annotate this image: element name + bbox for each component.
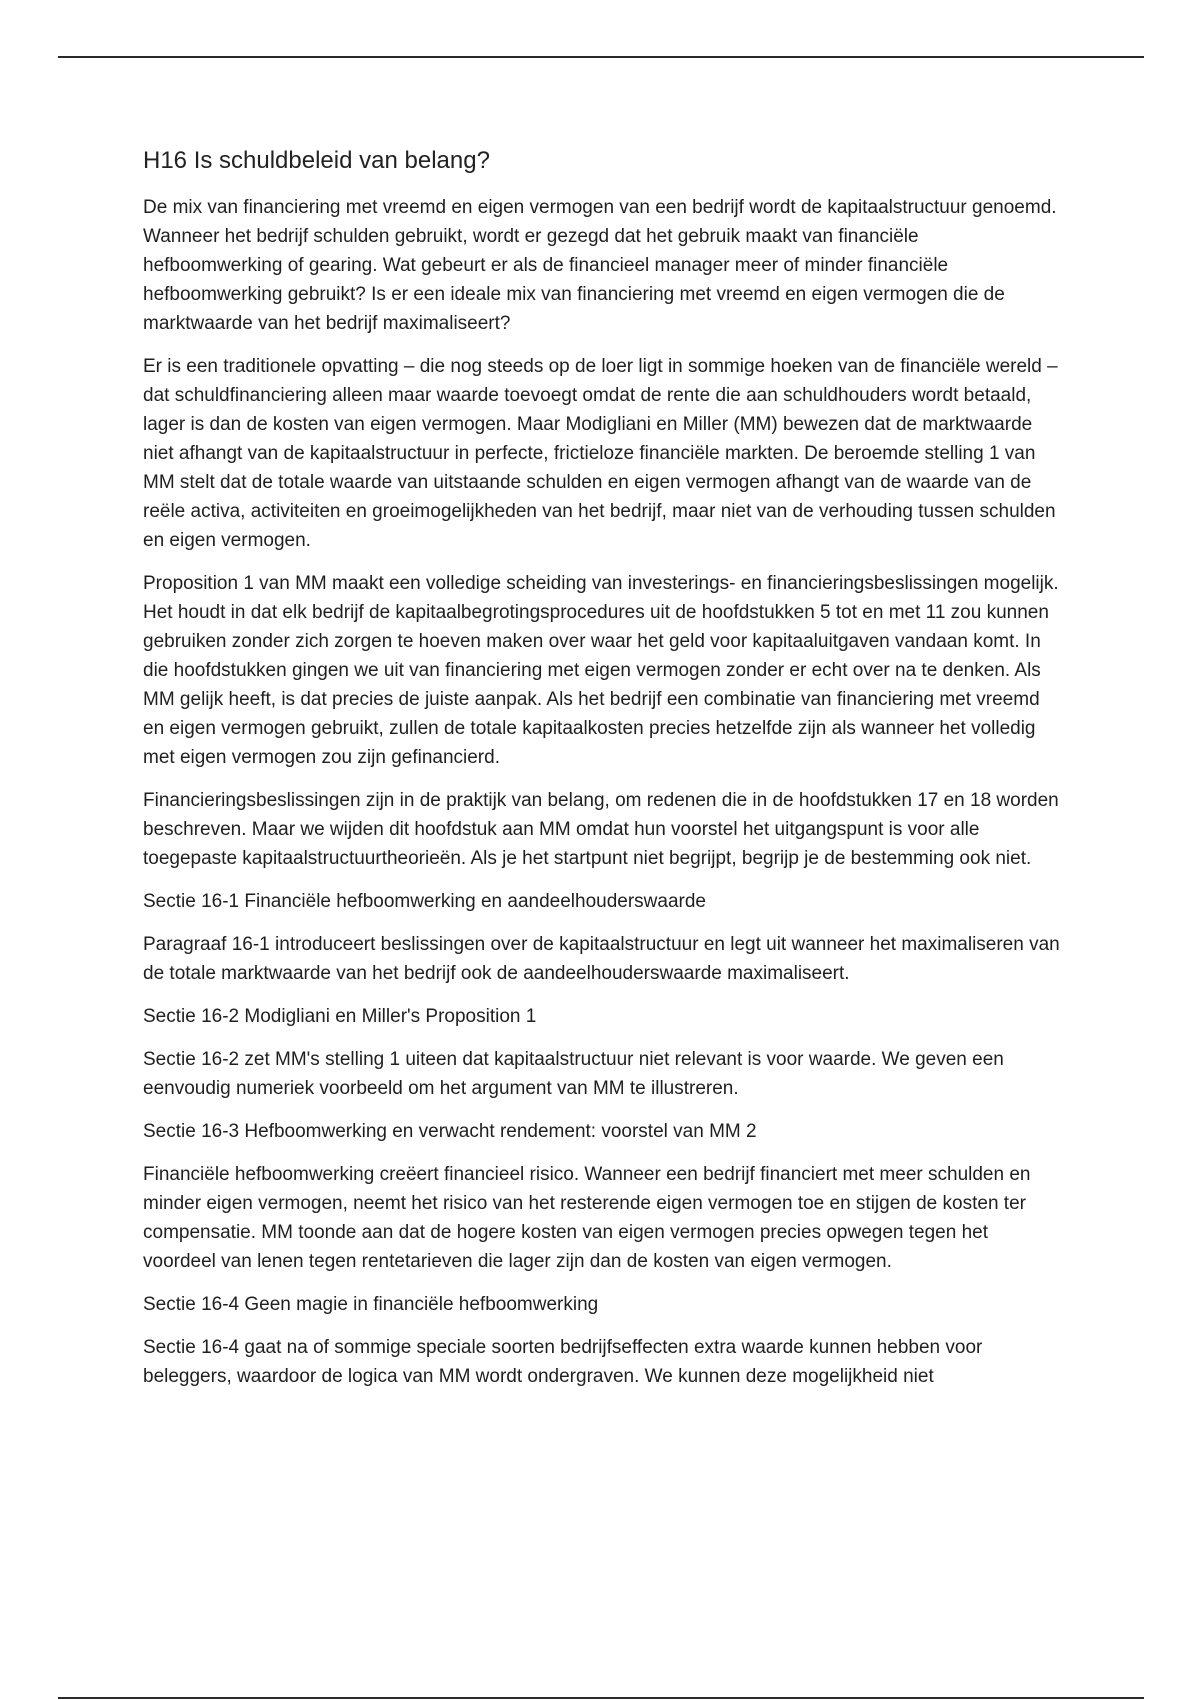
- section-body-16-3: Financiële hefboomwerking creëert financieel risico. Wanneer een bedrijf financiert met meer schulden en minder eigen vermogen, neemt het risico van het resterende eigen vermogen toe en stijgen de kosten ter compensatie. MM toonde aan dat de hogere kosten van eigen vermogen precies opwegen tegen het voordeel van lenen tegen rentetarieven die lager zijn dan de kosten van eigen vermogen.: [143, 1164, 1031, 1272]
- section-body-16-4: Sectie 16-4 gaat na of sommige speciale soorten bedrijfseffecten extra waarde kunnen hebben voor beleggers, waardoor de logica van MM wordt ondergraven. We kunnen deze mogelijkheid niet: [143, 1337, 983, 1387]
- page-content: [143, 146, 1063, 1405]
- intro-paragraph-4: Financieringsbeslissingen zijn in de praktijk van belang, om redenen die in de hoofdstukken 17 en 18 worden beschreven. Maar we wijden dit hoofdstuk aan MM omdat hun voorstel het uitgangspunt is voor alle toegepaste kapitaalstructuurtheorieën. Als je het startpunt niet begrijpt, begrijp je de bestemming ook niet.: [143, 790, 1059, 869]
- intro-paragraph-3: Proposition 1 van MM maakt een volledige scheiding van investerings- en financieringsbeslissingen mogelijk. Het houdt in dat elk bedrijf de kapitaalbegrotingsprocedures uit de hoofdstukken 5 tot en met 11 zou kunnen gebruiken zonder zich zorgen te hoeven maken over waar het geld voor kapitaaluitgaven vandaan komt. In die hoofdstukken gingen we uit van financiering met eigen vermogen zonder er echt over na te denken. Als MM gelijk heeft, is dat precies de juiste aanpak. Als het bedrijf een combinatie van financiering met vreemd en eigen vermogen gebruikt, zullen de totale kapitaalkosten precies hetzelfde zijn als wanneer het volledig met eigen vermogen zou zijn gefinancierd.: [143, 573, 1059, 768]
- section-heading-16-2: Sectie 16-2 Modigliani en Miller's Proposition 1: [143, 1006, 537, 1027]
- header-rule: [58, 56, 1144, 58]
- section-body-16-1: Paragraaf 16-1 introduceert beslissingen over de kapitaalstructuur en legt uit wanneer het maximaliseren van de totale marktwaarde van het bedrijf ook de aandeelhouderswaarde maximaliseert.: [143, 934, 1060, 984]
- document-title: H16 Is schuldbeleid van belang?: [143, 147, 490, 174]
- intro-paragraph-1: De mix van financiering met vreemd en eigen vermogen van een bedrijf wordt de kapitaalstructuur genoemd. Wanneer het bedrijf schulden gebruikt, wordt er gezegd dat het gebruik maakt van financiële hefboomwerking of gearing. Wat gebeurt er als de financieel manager meer of minder financiële hefboomwerking gebruikt? Is er een ideale mix van financiering met vreemd en eigen vermogen die de marktwaarde van het bedrijf maximaliseert?: [143, 197, 1057, 334]
- section-heading-16-4: Sectie 16-4 Geen magie in financiële hefboomwerking: [143, 1294, 599, 1315]
- section-heading-16-1: Sectie 16-1 Financiële hefboomwerking en aandeelhouderswaarde: [143, 891, 706, 912]
- section-body-16-2: Sectie 16-2 zet MM's stelling 1 uiteen dat kapitaalstructuur niet relevant is voor waarde. We geven een eenvoudig numeriek voorbeeld om het argument van MM te illustreren.: [143, 1049, 1004, 1099]
- intro-paragraph-2: Er is een traditionele opvatting – die nog steeds op de loer ligt in sommige hoeken van de financiële wereld – dat schuldfinanciering alleen maar waarde toevoegt omdat de rente die aan schuldhouders wordt betaald, lager is dan de kosten van eigen vermogen. Maar Modigliani en Miller (MM) bewezen dat de marktwaarde niet afhangt van de kapitaalstructuur in perfecte, frictieloze financiële markten. De beroemde stelling 1 van MM stelt dat de totale waarde van uitstaande schulden en eigen vermogen afhangt van de waarde van de reële activa, activiteiten en groeimogelijkheden van het bedrijf, maar niet van de verhouding tussen schulden en eigen vermogen.: [143, 356, 1058, 551]
- section-heading-16-3: Sectie 16-3 Hefboomwerking en verwacht rendement: voorstel van MM 2: [143, 1121, 757, 1142]
- footer-rule: [58, 1697, 1144, 1699]
